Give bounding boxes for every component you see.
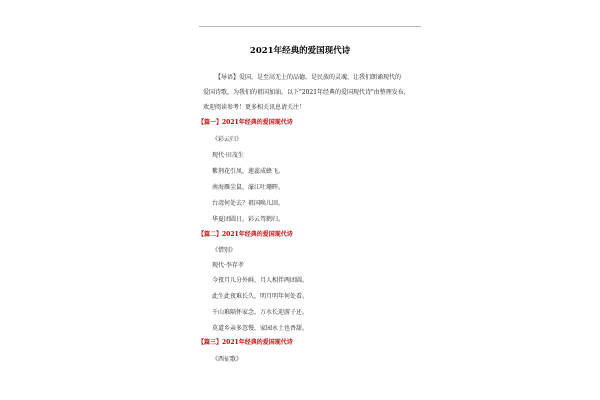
document-title: 2021年经典的爱国现代诗 — [249, 46, 351, 56]
poem-title: 《彩云归》 — [212, 136, 243, 143]
intro-line: 欢迎阅读参考！更多相关讯息请关注！ — [203, 104, 306, 111]
section-heading: 【篇二】2021年经典的爱国现代诗 — [198, 231, 293, 238]
poem-line: 南海雁尘鼠，濠江吐珊晖。 — [212, 184, 285, 191]
poem-line: 莫道乡亲多忽慢，家园永土也香甜。 — [212, 325, 309, 332]
intro-paragraph — [203, 70, 413, 115]
poem-title: 《西征歌》 — [212, 356, 243, 363]
intro-line: 爱国诗歌，为我们的祖国加油。以下"2021年经典的爱国现代诗"由整理发布， — [203, 89, 410, 96]
poem-line: 紫荆花引凤，莲蕊成蜂飞。 — [212, 168, 285, 175]
poem-line: 华夏团圆日，彩云驾鹤归。 — [212, 216, 285, 223]
poem-author: 现代·田茂生 — [212, 152, 244, 159]
header-divider — [199, 26, 421, 27]
poem-line: 台湾何处去？祖国唤儿回。 — [212, 200, 285, 207]
poem-line: 千山难隔怀家念，万水长迎游子还。 — [212, 309, 309, 316]
poem-title: 《惜别》 — [212, 247, 237, 254]
section-heading: 【篇三】2021年经典的爱国现代诗 — [198, 339, 293, 346]
poem-author: 现代·李存孝 — [212, 262, 244, 269]
section-heading: 【篇一】2021年经典的爱国现代诗 — [198, 119, 293, 126]
intro-line: 【导语】爱国，是至高无上的品德，是民族的灵魂，让我们朗诵现代的 — [215, 74, 402, 81]
poem-line: 今夜月儿分外鲜，月人相伴两团圆。 — [212, 277, 309, 284]
poem-line: 此生此夜难长久，明月明年何处看。 — [212, 293, 309, 300]
